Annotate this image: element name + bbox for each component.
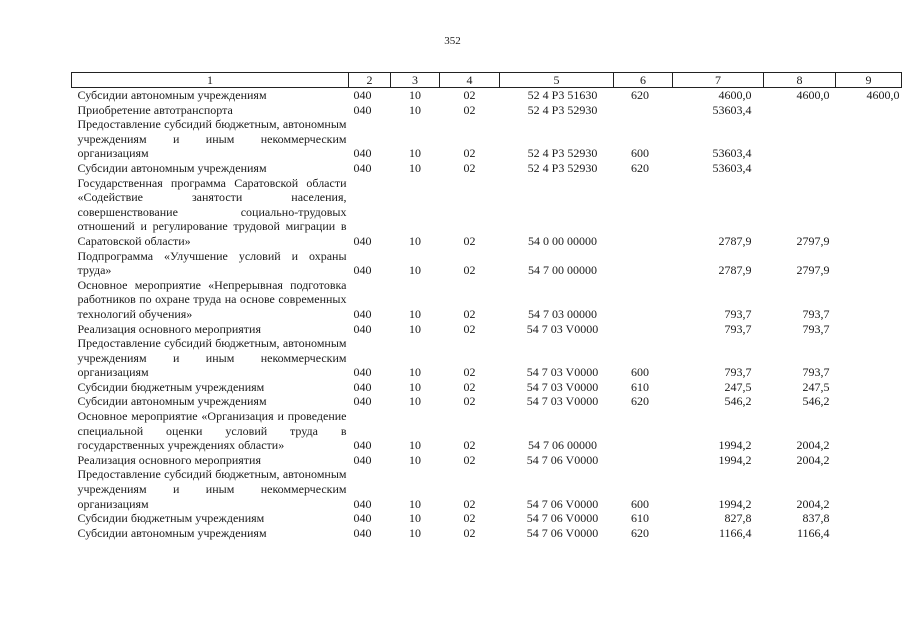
row-subchapter: 02 [463,146,476,161]
row-amount-3 [836,322,902,337]
row-chapter: 10 [409,233,421,248]
row-section-code: 040 [353,365,372,380]
row-name: Предоставление субсидий бюджетным, автономным учреждениям и иным некоммерческим организациям [77,117,347,161]
row-name: Подпрограмма «Улучшение условий и охраны труда» [77,248,347,278]
row-section-code: 040 [353,160,372,175]
row-amount-2: 546,2 [802,394,830,409]
row-target-article: 54 0 00 00000 [528,233,597,248]
row-chapter: 10 [409,438,421,453]
row-subchapter: 02 [463,365,476,380]
row-amount-3 [836,278,902,322]
row-subchapter: 02 [463,496,476,511]
row-expense-type: 600 [631,365,649,380]
row-subchapter: 02 [463,263,476,278]
row-subchapter: 02 [463,102,476,117]
row-chapter: 10 [409,525,421,540]
row-amount-3 [836,336,902,380]
row-target-article: 52 4 Р3 52930 [527,102,598,117]
row-amount-3: 4600,0 [866,88,900,102]
row-amount-3 [836,176,902,249]
row-subchapter: 02 [463,88,476,102]
row-amount-1: 1166,4 [718,525,752,540]
row-amount-3 [836,467,902,511]
row-section-code: 040 [353,263,372,278]
row-chapter: 10 [409,379,421,394]
row-expense-type: 620 [631,525,649,540]
row-expense-type [614,103,673,118]
row-subchapter: 02 [463,233,476,248]
table-row [72,161,902,176]
row-expense-type [614,453,673,468]
row-expense-type [614,176,673,249]
row-section-code: 040 [353,233,372,248]
row-amount-1: 53603,4 [712,102,752,117]
row-amount-2: 837,8 [802,511,830,526]
column-header-6: 6 [614,73,673,88]
row-name: Субсидии бюджетным учреждениям [77,511,265,526]
row-target-article: 54 7 06 00000 [528,438,597,453]
row-amount-3 [836,394,902,409]
table-row [72,380,902,395]
row-target-article: 54 7 00 00000 [528,263,597,278]
row-amount-2: 2004,2 [796,496,830,511]
table-row [72,322,902,337]
row-amount-3 [836,511,902,526]
row-target-article: 54 7 03 V0000 [526,394,599,409]
row-amount-1: 4600,0 [718,88,752,102]
row-expense-type: 620 [631,88,649,102]
row-chapter: 10 [409,496,421,511]
column-header-9: 9 [836,73,902,88]
row-section-code: 040 [353,452,372,467]
row-name: Реализация основного мероприятия [77,321,261,336]
table-row [72,103,902,118]
row-amount-2 [764,117,836,161]
table-row [72,467,902,511]
row-section-code: 040 [353,146,372,161]
row-amount-1: 2787,9 [718,263,752,278]
row-name: Субсидии бюджетным учреждениям [77,379,265,394]
row-name: Предоставление субсидий бюджетным, автономным учреждениям и иным некоммерческим организациям [77,467,347,511]
row-section-code: 040 [353,321,372,336]
row-amount-1: 793,7 [724,365,752,380]
row-chapter: 10 [409,321,421,336]
row-expense-type: 600 [631,146,649,161]
column-header-2: 2 [349,73,391,88]
column-header-7: 7 [673,73,764,88]
row-amount-3 [836,249,902,278]
row-amount-2: 1166,4 [796,525,830,540]
table-row [72,88,902,103]
row-target-article: 54 7 06 V0000 [526,452,599,467]
row-amount-1: 1994,2 [718,496,752,511]
row-amount-2 [764,103,836,118]
row-amount-3 [836,117,902,161]
row-amount-2: 2004,2 [796,438,830,453]
row-amount-2: 4600,0 [796,88,830,102]
row-expense-type [614,322,673,337]
row-name: Предоставление субсидий бюджетным, автономным учреждениям и иным некоммерческим организациям [77,336,347,380]
row-amount-2 [764,161,836,176]
row-subchapter: 02 [463,394,476,409]
column-header-1: 1 [72,73,349,88]
row-amount-3 [836,453,902,468]
row-subchapter: 02 [463,452,476,467]
row-amount-1: 53603,4 [712,146,752,161]
row-amount-3 [836,161,902,176]
row-chapter: 10 [409,146,421,161]
row-name: Субсидии автономным учреждениям [77,525,267,540]
table-row [72,278,902,322]
column-header-8: 8 [764,73,836,88]
row-chapter: 10 [409,88,421,102]
row-subchapter: 02 [463,438,476,453]
table-row [72,336,902,380]
row-section-code: 040 [353,438,372,453]
budget-table [71,72,902,540]
table-row [72,394,902,409]
row-amount-2: 2797,9 [796,233,830,248]
row-chapter: 10 [409,263,421,278]
row-chapter: 10 [409,394,421,409]
row-amount-3 [836,380,902,395]
row-name: Субсидии автономным учреждениям [77,394,267,409]
column-header-4: 4 [440,73,500,88]
row-expense-type [614,249,673,278]
row-amount-1: 1994,2 [718,452,752,467]
row-amount-1: 53603,4 [712,160,752,175]
row-section-code: 040 [353,88,372,102]
row-amount-1: 546,2 [724,394,752,409]
row-chapter: 10 [409,452,421,467]
table-row [72,526,902,541]
row-name: Субсидии автономным учреждениям [77,88,267,102]
row-amount-2: 247,5 [802,379,830,394]
row-name: Основное мероприятие «Непрерывная подготовка работников по охране труда на основе современных технологий обучения» [77,277,347,321]
row-expense-type: 610 [631,379,649,394]
row-name: Реализация основного мероприятия [77,452,261,467]
column-header-5: 5 [500,73,614,88]
row-section-code: 040 [353,525,372,540]
row-amount-1: 793,7 [724,321,752,336]
row-amount-1: 793,7 [724,306,752,321]
row-target-article: 54 7 06 V0000 [526,496,599,511]
row-subchapter: 02 [463,160,476,175]
row-name: Субсидии автономным учреждениям [77,160,267,175]
row-name: Основное мероприятие «Организация и проведение специальной оценки условий труда в государственных учреждениях области» [77,409,347,453]
row-name: Приобретение автотранспорта [77,102,233,117]
row-amount-2: 793,7 [802,306,830,321]
table-row [72,409,902,453]
row-chapter: 10 [409,306,421,321]
row-section-code: 040 [353,379,372,394]
row-amount-2: 2797,9 [796,263,830,278]
row-subchapter: 02 [463,306,476,321]
row-expense-type [614,409,673,453]
row-chapter: 10 [409,365,421,380]
row-section-code: 040 [353,496,372,511]
row-subchapter: 02 [463,525,476,540]
row-amount-1: 827,8 [724,511,752,526]
row-amount-2: 793,7 [802,321,830,336]
row-amount-3 [836,409,902,453]
row-expense-type [614,278,673,322]
row-amount-2: 2004,2 [796,452,830,467]
row-chapter: 10 [409,102,421,117]
row-target-article: 52 4 Р3 52930 [527,160,598,175]
row-target-article: 54 7 06 V0000 [526,525,599,540]
table-row [72,249,902,278]
table-row [72,453,902,468]
row-subchapter: 02 [463,321,476,336]
row-section-code: 040 [353,306,372,321]
row-amount-3 [836,103,902,118]
table-row [72,511,902,526]
row-chapter: 10 [409,160,421,175]
row-amount-1: 2787,9 [718,233,752,248]
row-target-article: 54 7 03 V0000 [526,365,599,380]
row-amount-3 [836,526,902,541]
column-header-3: 3 [391,73,440,88]
row-amount-2: 793,7 [802,365,830,380]
row-target-article: 52 4 Р3 51630 [527,88,598,102]
table-row [72,117,902,161]
table-row [72,176,902,249]
row-target-article: 54 7 03 00000 [528,306,597,321]
header-row [72,73,902,88]
row-chapter: 10 [409,511,421,526]
page-number: 352 [444,35,461,47]
row-subchapter: 02 [463,511,476,526]
row-subchapter: 02 [463,379,476,394]
row-expense-type: 610 [631,511,649,526]
row-target-article: 54 7 03 V0000 [526,321,599,336]
row-name: Государственная программа Саратовской области «Содействие занятости населения, совершенствование социально-трудовых отношений и регулирование трудовой миграции в Саратовской области» [77,175,347,248]
row-expense-type: 620 [631,394,649,409]
row-expense-type: 620 [631,160,649,175]
row-section-code: 040 [353,102,372,117]
row-target-article: 54 7 03 V0000 [526,379,599,394]
row-target-article: 52 4 Р3 52930 [527,146,598,161]
row-target-article: 54 7 06 V0000 [526,511,599,526]
row-expense-type: 600 [631,496,649,511]
row-amount-1: 247,5 [724,379,752,394]
row-amount-1: 1994,2 [718,438,752,453]
row-section-code: 040 [353,511,372,526]
row-section-code: 040 [353,394,372,409]
